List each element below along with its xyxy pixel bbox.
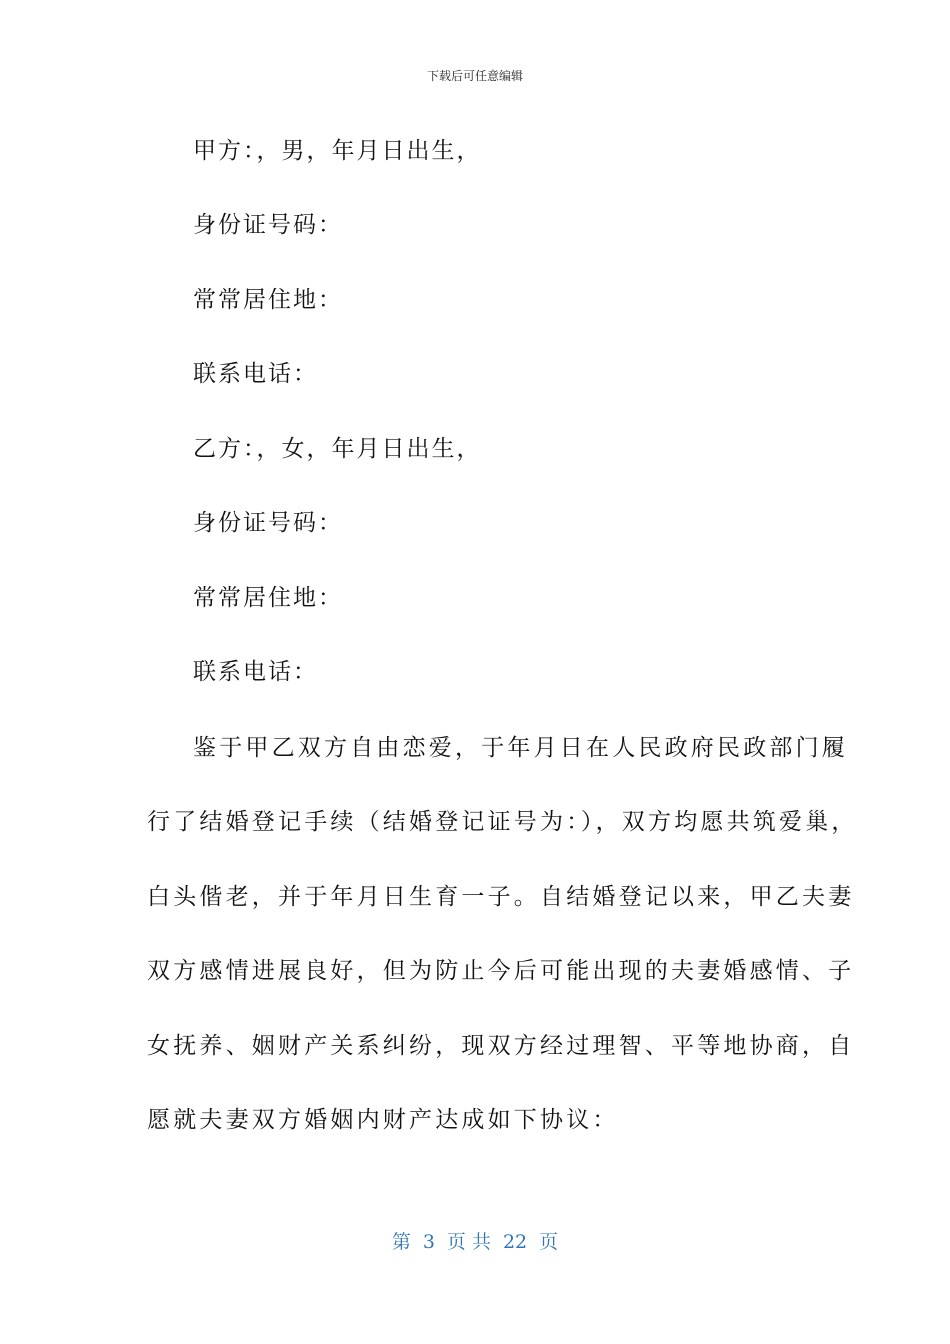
page-footer [0, 1227, 950, 1254]
paragraph-line: 女抚养、姻财产关系纠纷，现双方经过理智、平等地协商，自 [147, 1033, 855, 1059]
party-a-id: 身份证号码： [193, 212, 343, 238]
footer-total-pages: 22 [502, 1231, 528, 1253]
party-a-address: 常常居住地： [193, 287, 343, 313]
footer-suffix: 页 [539, 1231, 559, 1253]
party-b-id: 身份证号码： [193, 510, 343, 536]
paragraph-line: 双方感情进展良好，但为防止今后可能出现的夫妻婚感情、子 [147, 958, 855, 984]
party-b-address: 常常居住地： [193, 585, 343, 611]
party-a-info: 甲方：，男，年月日出生， [193, 138, 482, 164]
paragraph-line: 白头偕老，并于年月日生育一子。自结婚登记以来，甲乙夫妻 [147, 884, 855, 910]
party-a-phone: 联系电话： [193, 361, 318, 387]
footer-mid: 页 共 [446, 1231, 491, 1253]
footer-page-number: 3 [422, 1231, 435, 1253]
paragraph-line: 行了结婚登记手续（结婚登记证号为：），双方均愿共筑爱巢， [147, 809, 858, 835]
party-b-info: 乙方：，女，年月日出生， [193, 436, 482, 462]
footer-prefix: 第 [391, 1231, 411, 1253]
page-header: 下载后可任意编辑 [426, 69, 523, 83]
party-b-phone: 联系电话： [193, 659, 318, 685]
paragraph-line: 鉴于甲乙双方自由恋爱，于年月日在人民政府民政部门履 [193, 735, 848, 761]
paragraph-line: 愿就夫妻双方婚姻内财产达成如下协议： [147, 1107, 619, 1133]
